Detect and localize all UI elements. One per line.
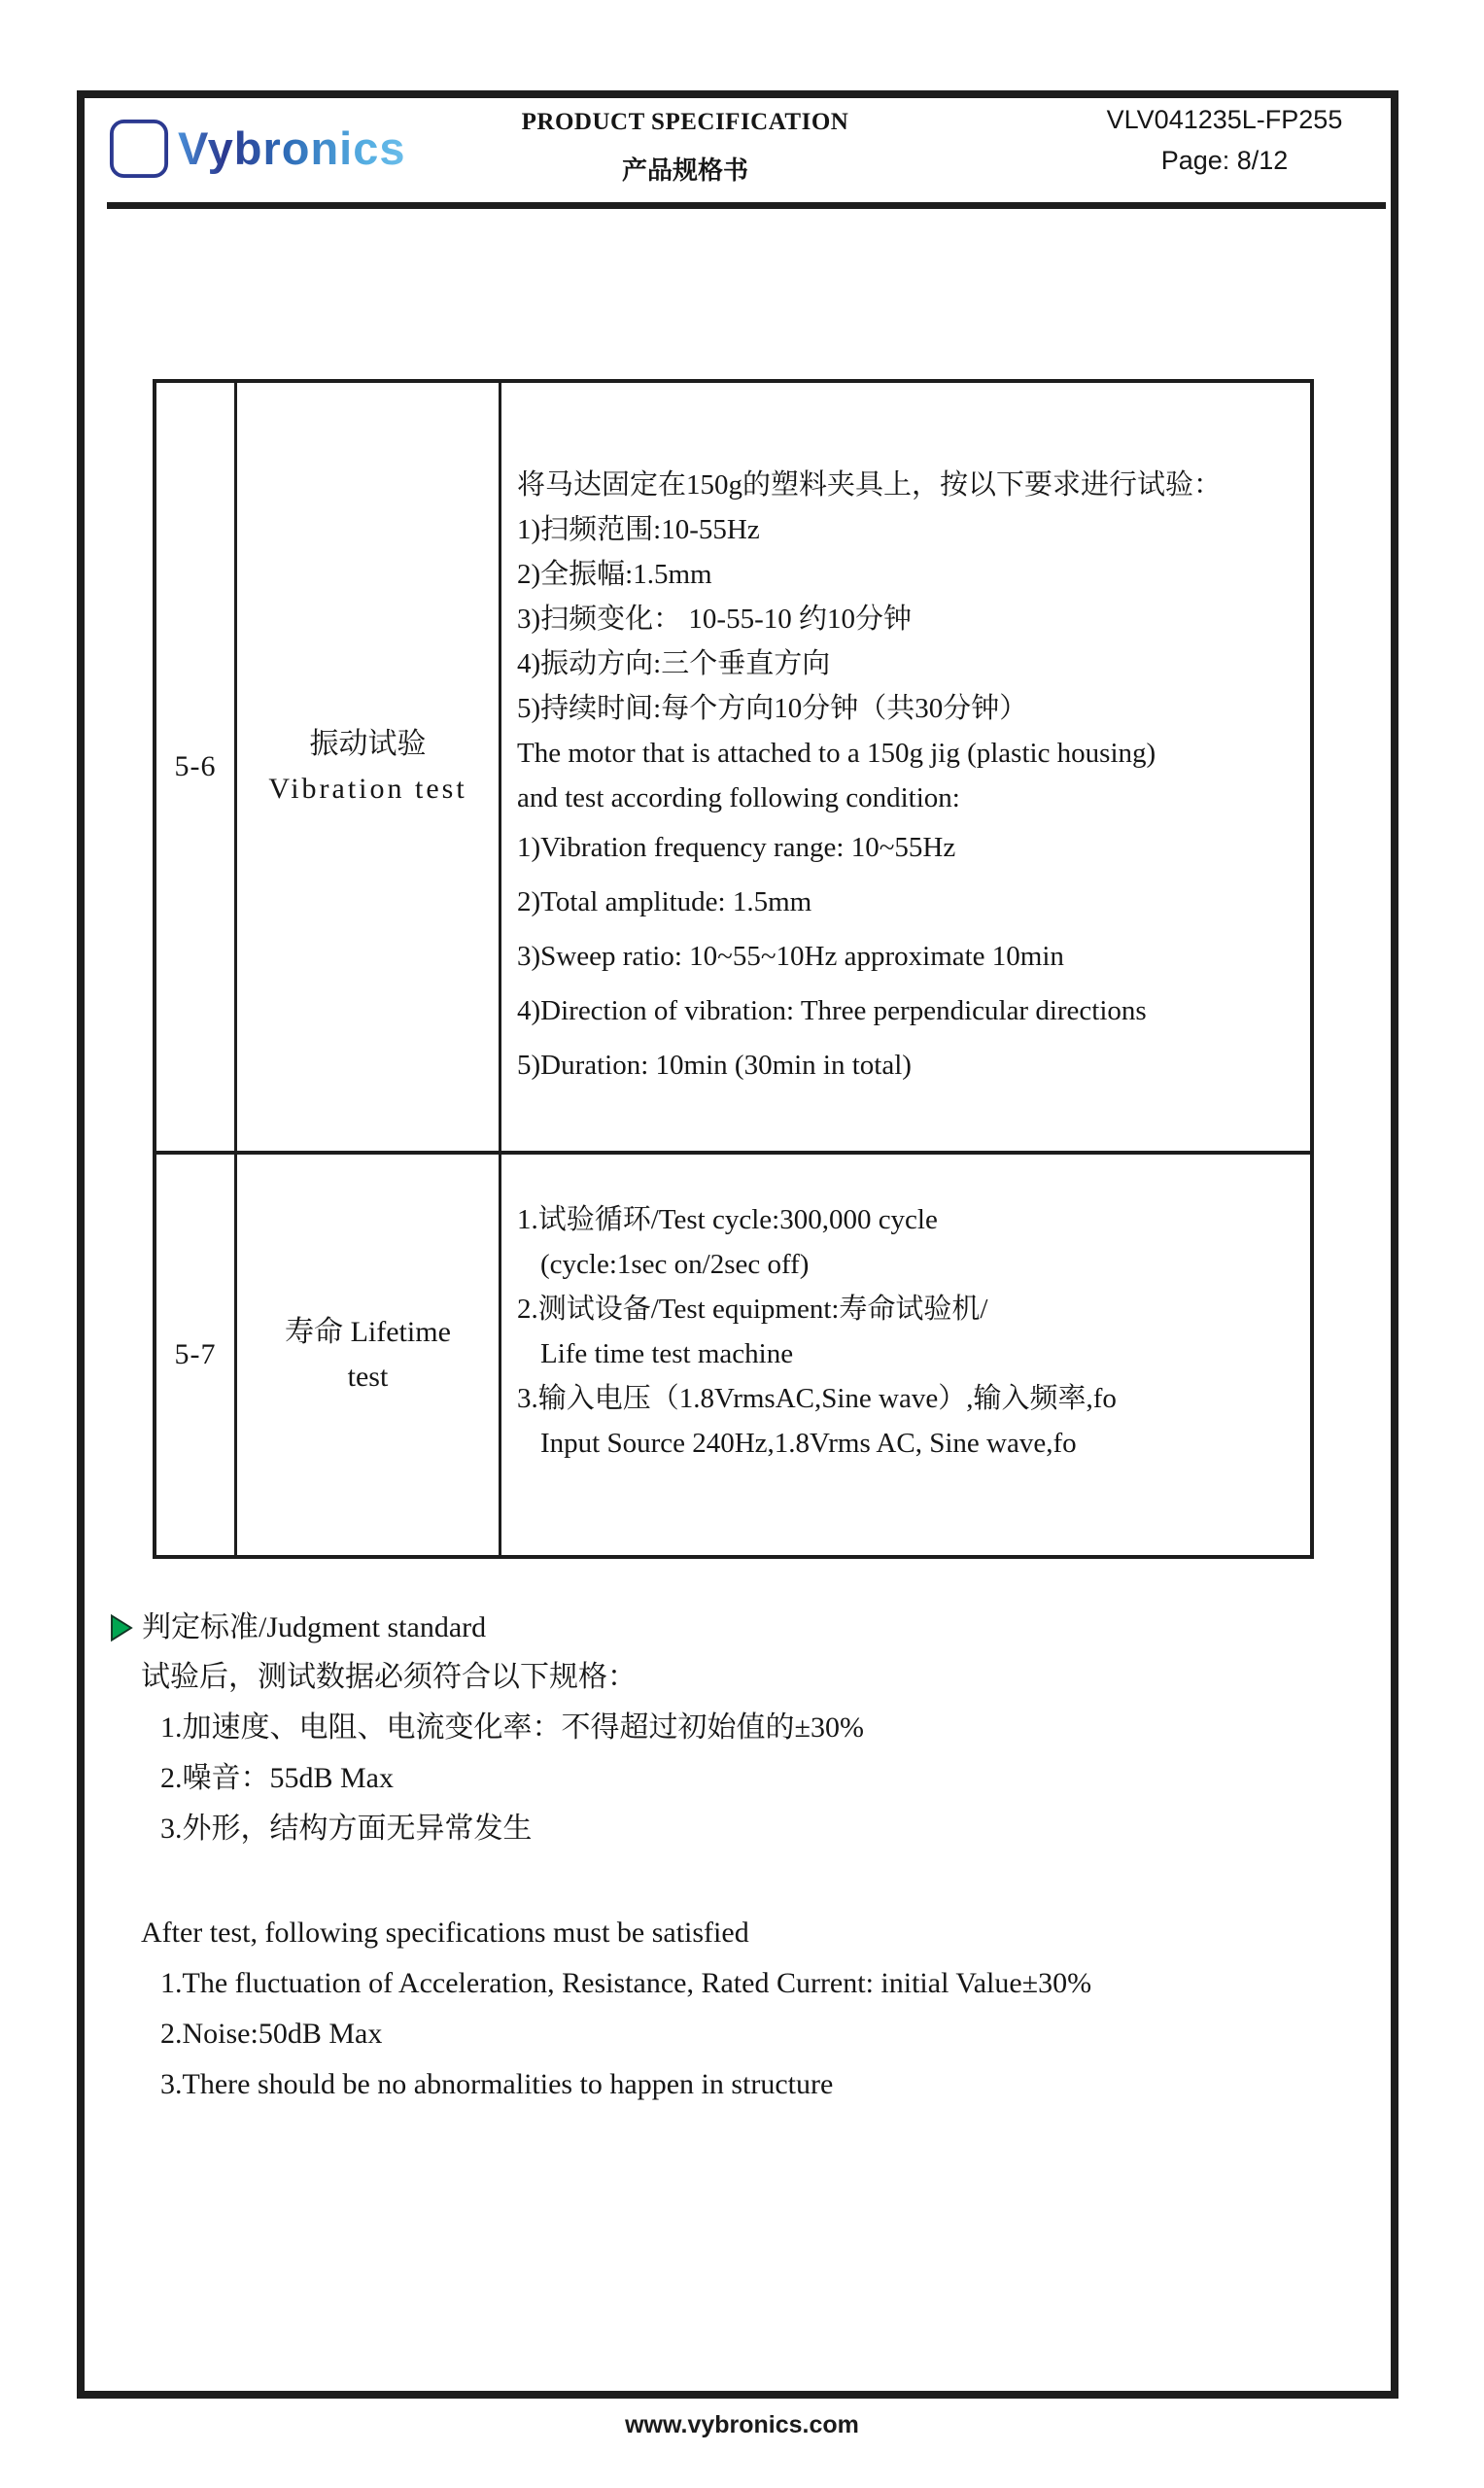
- condition-line: 4)振动方向:三个垂直方向: [517, 648, 831, 679]
- test-condition-cell: [501, 1155, 1310, 1555]
- judgment-intro-zh: 试验后，测试数据必须符合以下规格：: [141, 1661, 637, 1693]
- row-id-cell: 5-7: [156, 1155, 237, 1555]
- title-en: PRODUCT SPECIFICATION: [521, 109, 849, 135]
- condition-line: 1.试验循环/Test cycle:300,000 cycle: [517, 1204, 938, 1235]
- test-name-zh-en: 寿命 Lifetime: [285, 1316, 451, 1348]
- judgment-title: 判定标准/Judgment standard: [142, 1611, 487, 1643]
- condition-line: (cycle:1sec on/2sec off): [540, 1249, 810, 1280]
- condition-line: 1)扫频范围:10-55Hz: [517, 514, 760, 545]
- logo: [109, 119, 406, 179]
- page-number: Page: 8/12: [1160, 146, 1289, 175]
- table-row-lifetime-test: [156, 1155, 1310, 1555]
- judgment-item-en: 2.Noise:50dB Max: [160, 2018, 383, 2050]
- condition-line: 3)扫频变化： 10-55-10 约10分钟: [517, 604, 912, 635]
- green-arrow-icon: [109, 1613, 134, 1642]
- condition-line: 5)持续时间:每个方向10分钟（共30分钟）: [517, 693, 1028, 724]
- condition-line: 4)Direction of vibration: Three perpendicular directions: [517, 995, 1147, 1026]
- table-row-vibration-test: [156, 383, 1310, 1155]
- document-title: [486, 109, 884, 187]
- judgment-title-row: [109, 1604, 1411, 1652]
- condition-line: Life time test machine: [540, 1338, 794, 1369]
- condition-line: 2.测试设备/Test equipment:寿命试验机/: [517, 1294, 988, 1325]
- condition-line: and test according following condition:: [517, 782, 960, 813]
- condition-line: Input Source 240Hz,1.8Vrms AC, Sine wave,fo: [540, 1428, 1077, 1459]
- condition-line: 2)Total amplitude: 1.5mm: [517, 886, 812, 917]
- footer-website: www.vybronics.com: [625, 2411, 859, 2438]
- condition-line: 3.输入电压（1.8VrmsAC,Sine wave）,输入频率,fo: [517, 1383, 1117, 1414]
- test-name-cell: [237, 1155, 501, 1555]
- condition-line: 1)Vibration frequency range: 10~55Hz: [517, 832, 956, 863]
- test-name-cell: [237, 383, 501, 1151]
- judgment-item-en: 1.The fluctuation of Acceleration, Resistance, Rated Current: initial Value±30%: [160, 1967, 1092, 1999]
- title-zh: 产品规格书: [621, 156, 748, 185]
- document-meta: [1050, 105, 1399, 176]
- judgment-item-en: 3.There should be no abnormalities to happen in structure: [160, 2068, 834, 2100]
- judgment-intro-en: After test, following specifications must be satisfied: [141, 1917, 749, 1949]
- condition-line: 3)Sweep ratio: 10~55~10Hz approximate 10min: [517, 941, 1064, 972]
- condition-line: 将马达固定在150g的塑料夹具上，按以下要求进行试验：: [517, 469, 1223, 501]
- part-number: VLV041235L-FP255: [1106, 105, 1343, 134]
- test-name-en: test: [347, 1361, 389, 1393]
- condition-line: 2)全振幅:1.5mm: [517, 559, 712, 590]
- judgment-item-zh: 2.噪音：55dB Max: [160, 1762, 394, 1794]
- section-gap: [109, 1854, 1411, 1908]
- waveform-icon: [109, 119, 169, 179]
- judgment-item-zh: 3.外形，结构方面无异常发生: [160, 1813, 533, 1845]
- spec-table: [153, 379, 1314, 1559]
- test-condition-cell: [501, 383, 1310, 1151]
- row-id-cell: 5-6: [156, 383, 237, 1151]
- logo-text: Vybronics: [178, 119, 406, 179]
- condition-line: 5)Duration: 10min (30min in total): [517, 1050, 912, 1081]
- test-name-zh: 振动试验: [309, 728, 427, 760]
- judgment-item-zh: 1.加速度、电阻、电流变化率：不得超过初始值的±30%: [160, 1711, 864, 1744]
- judgment-standard-section: [109, 1604, 1411, 2110]
- test-name-en: Vibration test: [268, 773, 467, 805]
- condition-line: The motor that is attached to a 150g jig (plastic housing): [517, 738, 1156, 769]
- header-divider: [107, 202, 1386, 209]
